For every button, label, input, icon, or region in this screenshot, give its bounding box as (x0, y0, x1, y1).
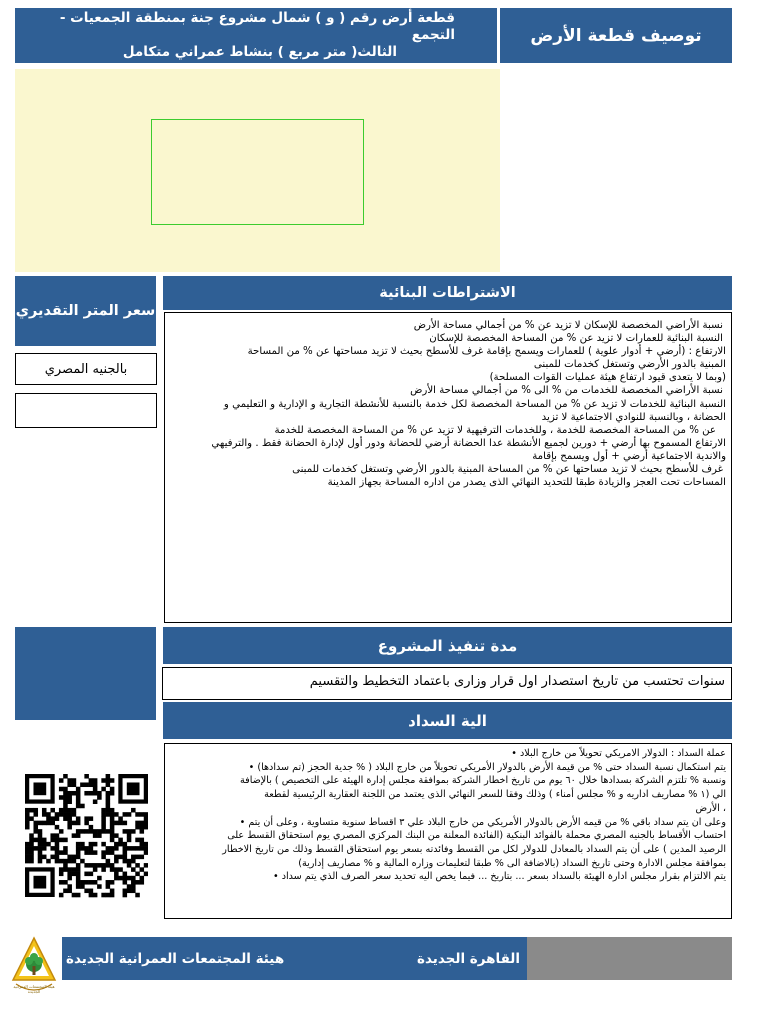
payment-box (164, 743, 732, 919)
left-side-panel (15, 627, 156, 720)
condition-line: عن % من المساحة المخصصة للخدمة ، وللخدمات الترفيهية لا تزيد عن % من المساحة المخصصة للخدمة (274, 424, 716, 436)
condition-line: غرف للأسطح بحيث لا تزيد مساحتها عن % من المساحة المبنية بالدور الأرضي وتستغل كخدمات للمبنى (292, 464, 723, 476)
payment-line: يتم الالتزام بقرار مجلس ادارة الهيئة بالسداد بسعر ... بتاريخ ... فيما يخص اليه تحديد سعر الصرف الذي يتم سداد • (273, 871, 726, 883)
qr-code-icon[interactable] (25, 763, 148, 908)
condition-line: الارتفاع : (أرضي + أدوار علوية ) للعمارات ويسمح بإقامة غرف للأسطح بحيث لا تزيد مساحتها عن % من المساحة (247, 346, 726, 358)
price-title (15, 276, 156, 346)
condition-line: النسبة البنائية للخدمات لا تزيد عن % من المساحة المخصصة لكل خدمة بالنسبة للأنشطة التجارية و الإدارية و التعليمي و (223, 398, 726, 410)
payment-line: عملة السداد : الدولار الامريكي تحويلاً من خارج البلاد • (511, 748, 726, 759)
payment-title-text: الية السداد (408, 711, 487, 730)
execution-text-box (162, 667, 732, 700)
section-title (500, 8, 732, 63)
payment-line: بموافقة مجلس الادارة وحتى تاريخ السداد (بالاضافة الى % طبقا لتعليمات وزاره المالية و % مصاريف إدارية) (298, 857, 726, 869)
price-value-box (15, 393, 157, 428)
condition-line: المساحات تحت العجز والزيادة طبقا للتحديد النهائي الذى يصدر من اداره المساحة بجهاز المدينة (327, 477, 726, 489)
logo-caption (10, 984, 58, 994)
payment-title (163, 702, 732, 739)
footer-gray-block (527, 937, 732, 980)
footer-city: القاهرة الجديدة (417, 950, 520, 967)
price-currency-text: بالجنيه المصري (44, 361, 128, 377)
condition-line: والاندية الاجتماعية أرضي + أول ويسمح بإقامة (532, 450, 726, 462)
plot-description-line2: الثالث( متر مربع ) بنشاط عمراني متكامل (122, 44, 397, 60)
payment-line: ونسبة % تلتزم الشركة بسدادها خلال ٦٠ يوم من تاريخ اخطار الشركة بموافقة مجلس إدارة الهيئة على التخصيص ) بالإضافة (240, 775, 726, 787)
payment-line: الرصيد المدين ) على أن يتم السداد بالمعادل للدولار لكل من القسط وفائدته بسعر يوم استحقاق القسط وذلك من تاريخ الاخطار (222, 843, 726, 855)
section-title-text: توصيف قطعة الأرض (530, 25, 702, 46)
price-title-text: سعر المتر التقديري (15, 303, 156, 319)
condition-line: الحضانة ، وبالنسبة للنوادي الاجتماعية لا تزيد (541, 411, 726, 423)
building-conditions-box (164, 312, 732, 623)
building-conditions-title (163, 276, 732, 310)
payment-line: يتم استكمال نسبة السداد حتى % من قيمة الأرض بالدولار الأمريكي تحويلاً من خارج البلاد ( % جدية الحجز (تم سدادها) • (248, 761, 726, 773)
plot-description-line1: قطعة أرض رقم ( و ) شمال مشروع جنة بمنطقة الجمعيات - التجمع (59, 10, 455, 43)
condition-line: النسبة البنائية للعمارات لا تزيد عن % من المساحة المخصصة للإسكان (429, 333, 723, 345)
payment-line: ، الأرض (695, 802, 726, 814)
logo-caption-text: هيئة المجتمعات العمرانية الجديدة (13, 984, 55, 994)
condition-line: المبنية بالدور الأرضي وتستغل كخدمات للمبنى (533, 359, 726, 371)
payment-line: احتساب الأقساط بالجنيه المصري محملة بالفوائد البنكية (الفائدة المعلنة من البنك المركزي المصري يوم استحقاق القسط على (227, 830, 726, 842)
execution-title (163, 627, 732, 664)
condition-line: (وبما لا يتعدى قيود ارتفاع هيئة عمليات القوات المسلحة) (489, 372, 726, 384)
condition-line: نسبة الأراضي المخصصة للخدمات من % الى % من أجمالي مساحة الأرض (410, 385, 723, 397)
payment-line: الي (١ % مصاريف اداريه و % مجلس أمناء ) وذلك وفقا للسعر النهائي الذى يعتمد من اللجنة العقارية الرئيسية لقطعة (264, 789, 726, 801)
footer-authority: هيئة المجتمعات العمرانية الجديدة (66, 950, 285, 967)
condition-line: نسبة الأراضي المخصصة للإسكان لا تزيد عن % من أجمالي مساحة الأرض (413, 320, 723, 331)
authority-logo-icon (10, 936, 58, 1002)
execution-title-text: مدة تنفيذ المشروع (377, 636, 518, 655)
payment-line: وعلى ان يتم سداد باقي % من قيمه الأرض بالدولار الأمريكي من خارج البلاد علي ٣ اقساط سنوية متساوية ، وعلى أن يتم • (239, 816, 726, 828)
condition-line: الارتفاع المسموح بها أرضي + دورين لجميع الأنشطة عدا الحضانة أرضي للحضانة ودور أول لإدارة الحضانة فقط . والترفيهي (211, 437, 726, 449)
footer-bar (62, 937, 527, 980)
plot-outline (151, 119, 364, 225)
price-currency-box (15, 353, 157, 385)
site-map (15, 69, 500, 272)
plot-description-header (15, 8, 497, 63)
execution-text: سنوات تحتسب من تاريخ استصدار اول قرار وزارى باعتماد التخطيط والتقسيم (309, 674, 725, 689)
building-conditions-title-text: الاشتراطات البنائية (379, 285, 516, 301)
